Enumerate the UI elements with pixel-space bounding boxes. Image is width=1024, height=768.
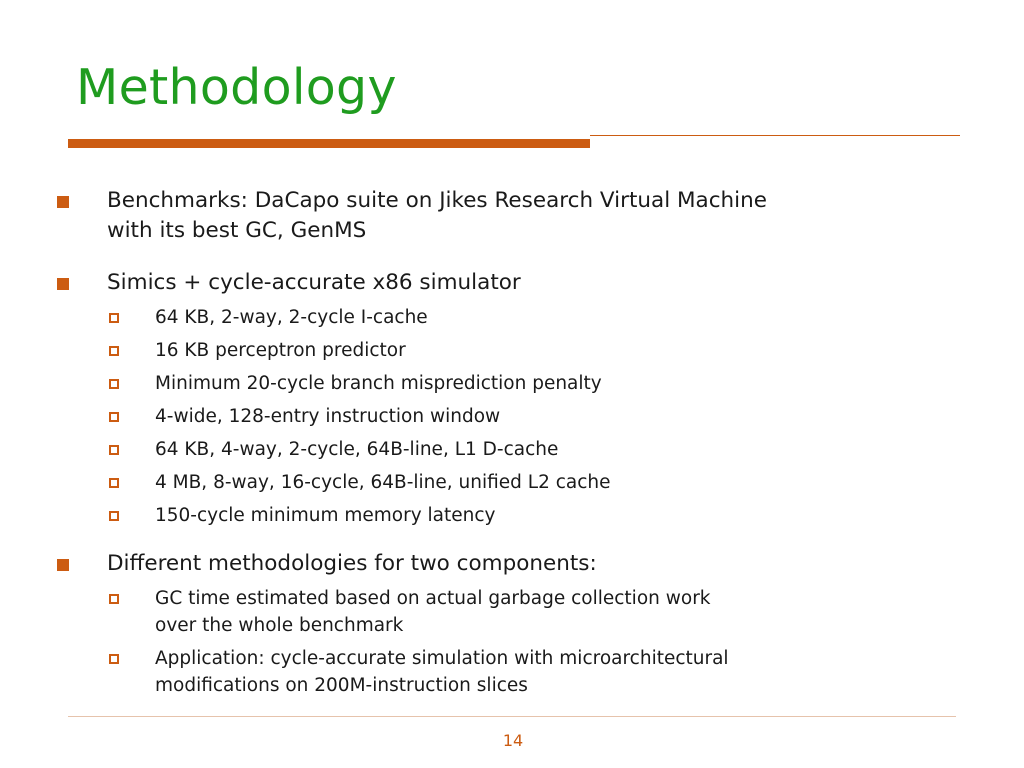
square-bullet-icon [57, 559, 69, 571]
bullet-item [107, 268, 521, 298]
title-underline-thin [590, 135, 960, 136]
hollow-square-bullet-icon [109, 379, 119, 389]
sub-bullet-item: Minimum 20-cycle branch misprediction penalty [155, 373, 602, 394]
footer-divider [68, 716, 956, 717]
bullet-line: Simics + cycle-accurate x86 simulator [107, 270, 521, 295]
hollow-square-bullet-icon [109, 478, 119, 488]
sub-bullet-item [155, 645, 729, 699]
sub-bullet-line: over the whole benchmark [155, 615, 404, 636]
sub-bullet-item: 150-cycle minimum memory latency [155, 505, 496, 526]
hollow-square-bullet-icon [109, 445, 119, 455]
square-bullet-icon [57, 278, 69, 290]
sub-bullet-line: modifications on 200M-instruction slices [155, 675, 528, 696]
sub-bullet-item: 64 KB, 4-way, 2-cycle, 64B-line, L1 D-cache [155, 439, 559, 460]
page-number: 14 [502, 731, 524, 750]
sub-bullet-line: GC time estimated based on actual garbage collection work [155, 588, 711, 609]
hollow-square-bullet-icon [109, 313, 119, 323]
sub-bullet-item: 4-wide, 128-entry instruction window [155, 406, 501, 427]
bullet-line: Benchmarks: DaCapo suite on Jikes Research Virtual Machine [107, 188, 768, 213]
hollow-square-bullet-icon [109, 412, 119, 422]
bullet-line: Different methodologies for two components: [107, 551, 597, 576]
bullet-item [107, 549, 597, 579]
slide-title: Methodology [76, 59, 397, 116]
hollow-square-bullet-icon [109, 346, 119, 356]
bullet-item [107, 186, 767, 246]
title-underline-thick [68, 139, 590, 148]
sub-bullet-item: 4 MB, 8-way, 16-cycle, 64B-line, unified L2 cache [155, 472, 611, 493]
sub-bullet-item: 16 KB perceptron predictor [155, 340, 406, 361]
bullet-line: with its best GC, GenMS [107, 218, 367, 243]
sub-bullet-line: Application: cycle-accurate simulation with microarchitectural [155, 648, 729, 669]
hollow-square-bullet-icon [109, 594, 119, 604]
hollow-square-bullet-icon [109, 654, 119, 664]
sub-bullet-item: 64 KB, 2-way, 2-cycle I-cache [155, 307, 428, 328]
sub-bullet-item [155, 585, 711, 639]
hollow-square-bullet-icon [109, 511, 119, 521]
square-bullet-icon [57, 196, 69, 208]
